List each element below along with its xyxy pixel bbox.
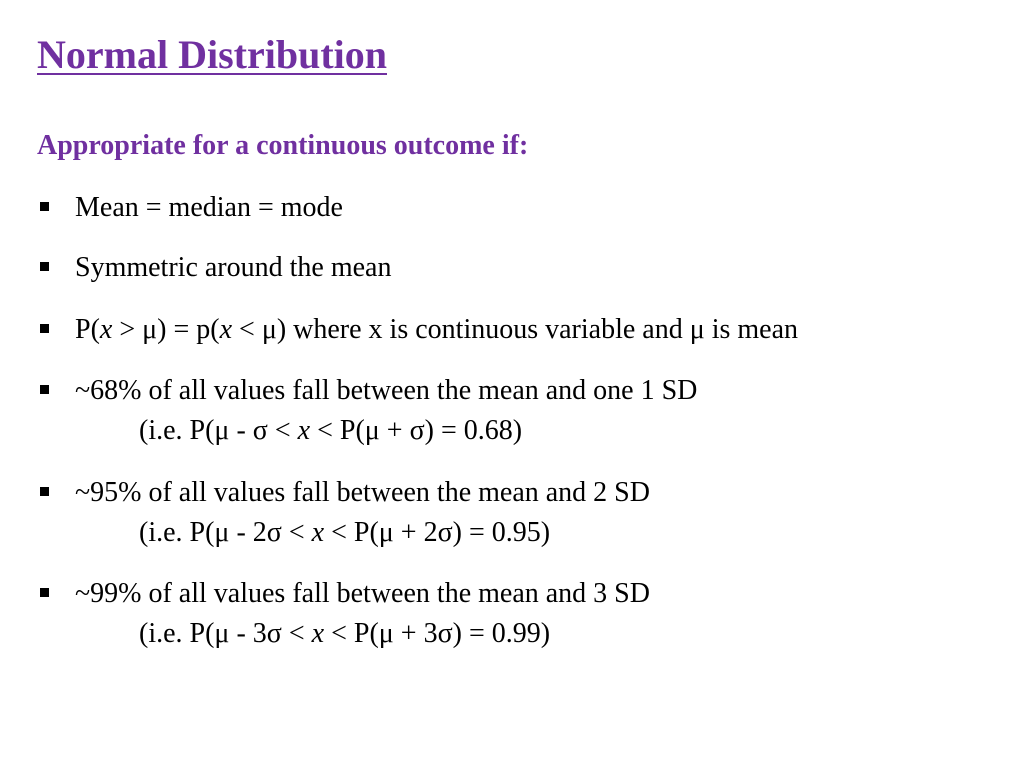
formula-variable: x	[219, 314, 233, 345]
formula-part: (i.e. P(μ - 2σ <	[139, 517, 312, 548]
bullet-text: Symmetric around the mean	[75, 252, 392, 283]
bullet-item	[38, 371, 998, 451]
formula-part: < P(μ + 3σ) = 0.99)	[324, 618, 551, 649]
formula-part: (i.e. P(μ - 3σ <	[139, 618, 312, 649]
formula-part: (i.e. P(μ - σ <	[139, 415, 298, 446]
slide-title: Normal Distribution	[37, 32, 387, 77]
square-bullet-icon	[40, 385, 49, 394]
square-bullet-icon	[40, 487, 49, 496]
formula-part: < P(μ + 2σ) = 0.95)	[324, 517, 551, 548]
bullet-list	[38, 188, 998, 654]
bullet-item	[38, 473, 998, 553]
bullet-item	[38, 574, 998, 654]
square-bullet-icon	[40, 262, 49, 271]
bullet-item	[38, 310, 998, 350]
slide-subtitle: Appropriate for a continuous outcome if:	[37, 130, 529, 161]
square-bullet-icon	[40, 324, 49, 333]
bullet-item	[38, 188, 998, 228]
bullet-item	[38, 248, 998, 288]
formula-variable: x	[99, 314, 113, 345]
bullet-text	[75, 314, 798, 345]
formula-part: < μ) where x is continuous variable and μ is mean	[232, 314, 799, 345]
formula-part: > μ) = p(	[112, 314, 220, 345]
formula-part: < P(μ + σ) = 0.68)	[310, 415, 523, 446]
square-bullet-icon	[40, 588, 49, 597]
formula-variable: x	[311, 618, 325, 649]
bullet-subtext	[75, 614, 998, 654]
bullet-text: ~68% of all values fall between the mean and one 1 SD	[75, 375, 698, 406]
bullet-text: ~95% of all values fall between the mean and 2 SD	[75, 477, 650, 508]
formula-part: P(	[75, 314, 100, 345]
bullet-subtext	[75, 513, 998, 553]
formula-variable: x	[297, 415, 311, 446]
formula-variable: x	[311, 517, 325, 548]
bullet-subtext	[75, 411, 998, 451]
square-bullet-icon	[40, 202, 49, 211]
bullet-text: Mean = median = mode	[75, 192, 343, 223]
bullet-text: ~99% of all values fall between the mean and 3 SD	[75, 578, 650, 609]
